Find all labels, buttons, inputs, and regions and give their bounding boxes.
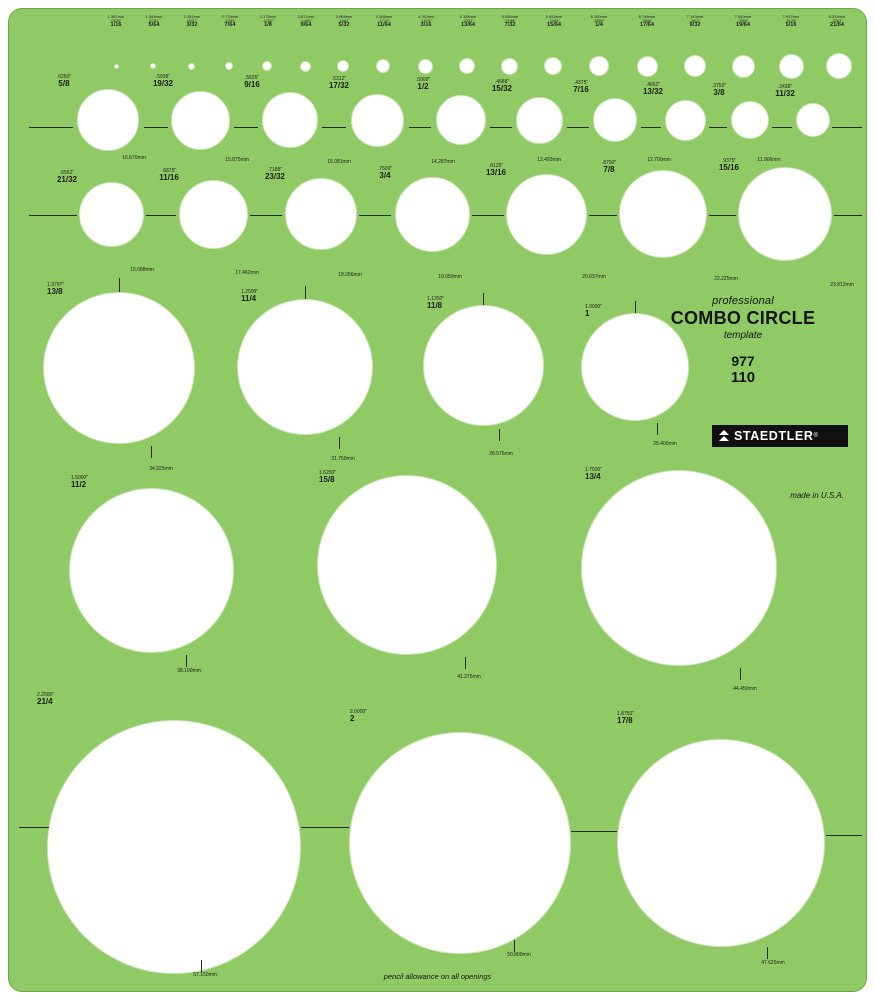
product-subtitle: template — [723, 330, 763, 341]
registration-tick — [119, 278, 120, 292]
hole-label: 2.381mm .0937" 3/32 — [183, 14, 201, 29]
registration-tick — [305, 286, 306, 299]
registration-tick — [709, 127, 727, 128]
mm-callout: 15.088mm — [130, 267, 154, 273]
registration-tick — [709, 215, 736, 216]
hole-label: .4375" 7/16 — [573, 80, 589, 95]
registration-tick — [359, 215, 391, 216]
hole-label: .5000" 1/2 — [415, 77, 431, 92]
circle-hole — [826, 53, 852, 79]
hole-label: .3750" 3/8 — [711, 83, 727, 98]
hole-label: 1.984mm .0781" 5/64 — [145, 14, 163, 29]
registration-tick — [483, 293, 484, 305]
hole-label: .4688" 15/32 — [491, 79, 513, 94]
circle-hole — [337, 60, 349, 72]
hole-label: 6.350mm .2500" 1/4 — [590, 14, 608, 29]
hole-label: .9375" 15/16 — [718, 158, 740, 173]
mm-callout: 47.625mm — [761, 960, 785, 966]
registration-tick — [339, 437, 340, 449]
hole-label: 2.0000" 2 — [350, 709, 368, 724]
hole-label: .6875" 11/16 — [159, 168, 179, 183]
registration-tick — [571, 831, 617, 832]
registration-tick — [641, 127, 661, 128]
circle-hole — [262, 92, 318, 148]
circle-hole — [593, 98, 637, 142]
circle-hole — [796, 103, 830, 137]
hole-label: 3.571mm .1406" 9/64 — [297, 14, 315, 29]
mm-callout: 18.256mm — [338, 272, 362, 278]
hole-label: 8.334mm .3281" 21/64 — [828, 14, 846, 29]
staedtler-logo — [712, 425, 848, 447]
hole-label: 3.968mm .1562" 5/32 — [335, 14, 353, 29]
hole-label: .6250" 5/8 — [56, 74, 72, 89]
hole-label: 1.5000" 11/2 — [71, 475, 89, 490]
circle-hole — [779, 54, 804, 79]
hole-label: .5938" 19/32 — [152, 74, 174, 89]
hole-label: 1.0000" 1 — [585, 304, 603, 319]
registration-tick — [472, 215, 504, 216]
circle-hole — [732, 55, 755, 78]
hole-label: 1.1250" 11/8 — [427, 296, 445, 311]
circle-hole — [79, 182, 144, 247]
circle-hole — [516, 97, 563, 144]
mm-callout: 15.875mm — [225, 157, 249, 163]
registration-tick — [740, 668, 741, 680]
circle-hole — [637, 56, 658, 77]
hole-label: .8125" 13/16 — [485, 163, 507, 178]
mm-callout: 17.462mm — [235, 270, 259, 276]
circle-hole — [114, 64, 119, 69]
origin-text: made in U.S.A. — [790, 491, 844, 500]
circle-hole — [237, 299, 373, 435]
registration-tick — [301, 827, 349, 828]
mm-callout: 20.637mm — [582, 274, 606, 280]
hole-label: .5625" 9/16 — [244, 75, 260, 90]
registration-tick — [490, 127, 512, 128]
hole-label: 4.762mm .1875" 3/16 — [417, 14, 435, 29]
circle-hole — [262, 61, 272, 71]
brand-block — [638, 295, 848, 386]
registration-tick — [19, 827, 49, 828]
registration-tick — [635, 301, 636, 313]
model-number-line2: 110 — [730, 369, 756, 386]
registration-tick — [767, 947, 768, 959]
mm-callout: 22.225mm — [714, 276, 738, 282]
mm-callout: 31.750mm — [331, 456, 355, 462]
mm-callout: 13.493mm — [537, 157, 561, 163]
hole-label: 1.2500" 11/4 — [241, 289, 259, 304]
combo-circle-template — [8, 8, 867, 992]
registration-tick — [146, 215, 176, 216]
circle-hole — [171, 91, 230, 150]
registration-tick — [409, 127, 431, 128]
registration-tick — [772, 127, 792, 128]
registration-tick — [832, 127, 862, 128]
registration-tick — [834, 215, 862, 216]
hole-label: 7.143mm .2812" 9/32 — [686, 14, 704, 29]
registration-tick — [29, 127, 73, 128]
hole-label: .7188" 23/32 — [264, 167, 286, 182]
hole-label: 3.175mm .1250" 1/8 — [259, 14, 277, 29]
circle-hole — [501, 58, 518, 75]
circle-hole — [285, 178, 357, 250]
hole-label: 5.556mm .2188" 7/32 — [501, 14, 519, 29]
circle-hole — [43, 292, 195, 444]
registration-tick — [826, 835, 862, 836]
hole-label: 1.3797" 13/8 — [47, 282, 65, 297]
circle-hole — [684, 55, 706, 77]
circle-hole — [395, 177, 470, 252]
circle-hole — [589, 56, 609, 76]
circle-hole — [665, 100, 706, 141]
registration-tick — [201, 960, 202, 972]
hole-label: 1.7500" 13/4 — [585, 467, 603, 482]
circle-hole — [225, 62, 233, 70]
circle-hole — [300, 61, 311, 72]
hole-label: .7500" 3/4 — [377, 166, 393, 181]
pencil-allowance-note: pencil allowance on all openings — [383, 972, 492, 981]
hole-label: 2.778mm .1094" 7/64 — [221, 14, 239, 29]
circle-hole — [459, 58, 475, 74]
model-number-line1: 977 — [731, 353, 755, 369]
mm-callout: 28.575mm — [489, 451, 513, 457]
mm-callout: 38.100mm — [177, 668, 201, 674]
hole-label: 5.953mm .2344" 15/64 — [545, 14, 563, 29]
staedtler-mark-icon — [716, 429, 730, 443]
mm-callout: 44.450mm — [733, 686, 757, 692]
circle-hole — [349, 732, 571, 954]
registration-tick — [589, 215, 617, 216]
hole-label: 1.6250" 15/8 — [319, 470, 337, 485]
hole-label: 7.540mm .2969" 19/64 — [734, 14, 752, 29]
hole-label: 6.746mm .2656" 17/64 — [638, 14, 656, 29]
staedtler-wordmark: STAEDTLER — [734, 429, 814, 443]
hole-label: 5.159mm .2031" 13/64 — [459, 14, 477, 29]
circle-hole — [581, 467, 777, 666]
registration-tick — [465, 657, 466, 669]
hole-label: .3438" 11/32 — [775, 84, 795, 99]
mm-callout: 25.400mm — [653, 441, 677, 447]
circle-hole — [351, 94, 404, 147]
circle-hole — [544, 57, 562, 75]
hole-label: 2.2500" 21/4 — [37, 692, 55, 707]
brand-professional: professional — [712, 295, 774, 307]
circle-hole — [738, 167, 832, 261]
circle-hole — [317, 475, 497, 655]
mm-callout: 50.800mm — [507, 952, 531, 958]
hole-label: .5312" 17/32 — [328, 76, 350, 91]
circle-hole — [47, 720, 301, 974]
registration-tick — [567, 127, 589, 128]
circle-hole — [69, 488, 234, 653]
registration-tick — [322, 127, 346, 128]
hole-label: .6562" 21/32 — [56, 170, 78, 185]
circle-hole — [617, 739, 825, 947]
mm-callout: 41.275mm — [457, 674, 481, 680]
mm-callout: 23.812mm — [830, 282, 854, 288]
hole-label: 1.587mm .0625" 1/16 — [107, 14, 125, 29]
circle-hole — [436, 95, 486, 145]
mm-callout: 16.670mm — [122, 155, 146, 161]
circle-hole — [150, 63, 156, 69]
hole-label: 1.8750" 17/8 — [617, 711, 635, 726]
registration-tick — [250, 215, 282, 216]
registered-trademark-icon: ® — [813, 433, 818, 439]
circle-hole — [418, 59, 433, 74]
registration-tick — [234, 127, 258, 128]
circle-hole — [188, 63, 195, 70]
mm-callout: 15.081mm — [327, 159, 351, 165]
circle-hole — [506, 174, 587, 255]
circle-hole — [376, 59, 390, 73]
hole-label: 4.366mm .1719" 11/64 — [375, 14, 393, 29]
mm-callout: 14.287mm — [431, 159, 455, 165]
mm-callout: 19.050mm — [438, 274, 462, 280]
mm-callout: 11.906mm — [757, 157, 781, 163]
registration-tick — [151, 446, 152, 458]
registration-tick — [499, 429, 500, 441]
circle-hole — [731, 101, 769, 139]
circle-hole — [619, 170, 707, 258]
circle-hole — [423, 305, 544, 426]
circle-hole — [77, 89, 139, 151]
mm-callout: 34.925mm — [149, 466, 173, 472]
circle-hole — [179, 180, 248, 249]
mm-callout: 57.150mm — [193, 972, 217, 978]
hole-label: 7.937mm .3125" 5/16 — [782, 14, 800, 29]
registration-tick — [186, 655, 187, 667]
mm-callout: 12.700mm — [647, 157, 671, 163]
hole-label: .8750" 7/8 — [601, 160, 617, 175]
registration-tick — [657, 423, 658, 435]
registration-tick — [29, 215, 77, 216]
hole-label: .4062" 13/32 — [642, 82, 664, 97]
product-name: COMBO CIRCLE — [670, 308, 816, 328]
registration-tick — [514, 940, 515, 952]
registration-tick — [144, 127, 168, 128]
